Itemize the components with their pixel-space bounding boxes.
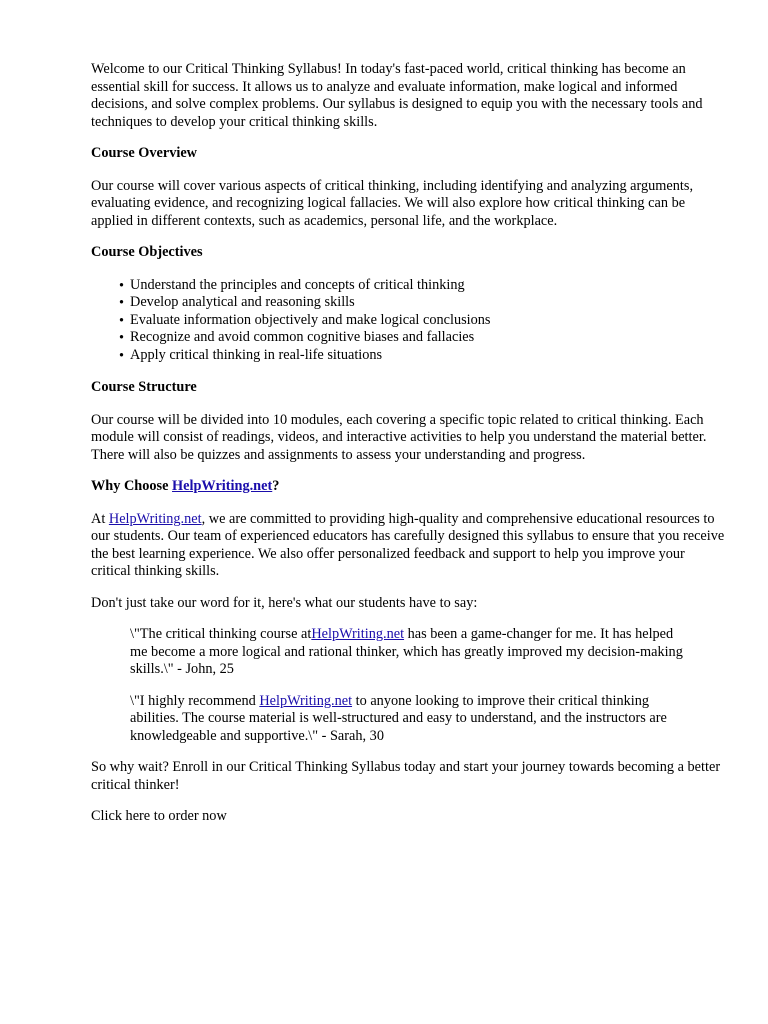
structure-paragraph: Our course will be divided into 10 modules, each covering a specific topic related to critical thinking. Each module will consist of readings, videos, and interactive activities to help you understand the material better. There will also be quizzes and assignments to assess your understanding and progress. [91,411,707,463]
quote1-rest: has been a game-changer for me. It has helped me become a more logical and rational thinker, which has greatly improved my decision-making skills.\" - John, 25 [130,626,683,677]
list-item: • Recognize and avoid common cognitive biases and fallacies [91,329,727,347]
quote2-rest: to anyone looking to improve their critical thinking abilities. The course material is well-structured and easy to understand, and the instructors are knowledgeable and supportive.\" - Sarah, 30 [130,692,667,744]
objectives-list [91,277,727,365]
quote2-prefix: \"I highly recommend [130,692,260,709]
testimonial-john [130,626,690,679]
why-text-prefix: At [91,510,109,527]
list-item: • Develop analytical and reasoning skills [91,294,727,312]
objectives-heading: Course Objectives [91,244,203,260]
overview-paragraph: Our course will cover various aspects of critical thinking, including identifying and analyzing arguments, evaluating evidence, and recognizing logical fallacies. We will also explore how critical thinking can be applied in different contexts, such as academics, personal life, and the workplace. [91,177,694,229]
why-heading-suffix: ? [272,478,280,494]
helpwriting-link-why[interactable]: HelpWriting.net [108,510,202,527]
list-item: • Apply critical thinking in real-life situations [91,347,727,365]
why-choose-heading [91,478,727,496]
why-heading-prefix: Why Choose [91,478,173,494]
why-paragraph [91,511,727,581]
structure-heading: Course Structure [91,379,197,395]
helpwriting-link-quote1[interactable]: HelpWriting.net [311,626,405,642]
quote1-prefix: \"The critical thinking course at [130,626,312,642]
list-item: • Evaluate information objectively and make logical conclusions [91,312,727,330]
list-item: • Understand the principles and concepts of critical thinking [91,277,727,295]
why-text-rest: , we are committed to providing high-quality and comprehensive educational resources to our students. Our team of experienced educators has carefully designed this syllabus to ensure that you receive the best learning experience. We also offer personalized feedback and support to help you improve your critical thinking skills. [91,510,725,579]
helpwriting-link-quote2[interactable]: HelpWriting.net [259,692,353,709]
testimonials-lead: Don't just take our word for it, here's what our students have to say: [91,594,478,611]
overview-heading: Course Overview [91,145,198,161]
document-body [91,61,727,840]
helpwriting-link-heading[interactable]: HelpWriting.net [172,478,273,494]
closing-paragraph: So why wait? Enroll in our Critical Thinking Syllabus today and start your journey towards becoming a better critical thinker! [91,759,721,793]
order-now-link[interactable]: Click here to order now [91,808,227,824]
testimonial-sarah [130,693,690,746]
intro-paragraph: Welcome to our Critical Thinking Syllabus! In today's fast-paced world, critical thinking has become an essential skill for success. It allows us to analyze and evaluate information, make logical and informed decisions, and solve complex problems. Our syllabus is designed to equip you with the necessary tools and techniques to develop your critical thinking skills. [91,61,703,130]
